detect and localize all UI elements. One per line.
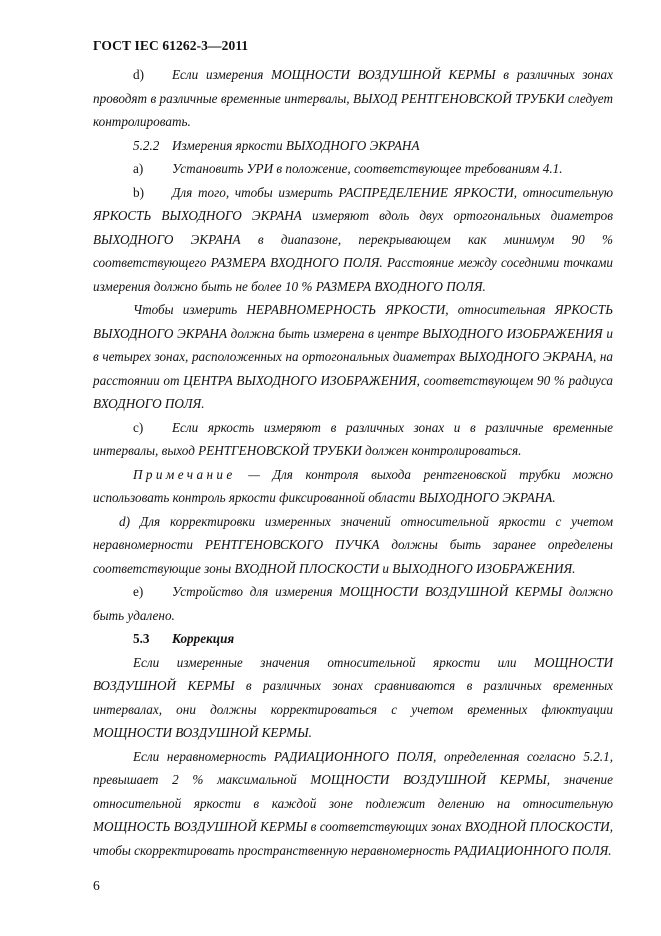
subsection-number: 5.2.2 bbox=[133, 137, 160, 153]
paragraph-text: Установить УРИ в положение, соответствующее требованиям 4.1. bbox=[172, 161, 563, 176]
paragraph-d-correction-zones bbox=[93, 510, 613, 581]
paragraph-text: Если измерения МОЩНОСТИ ВОЗДУШНОЙ КЕРМЫ в различных зонах проводят в различные временные интервалы, ВЫХОД РЕНТГЕНОВСКОЙ ТРУБКИ следует контролировать. bbox=[93, 67, 613, 129]
paragraph-e-remove-device bbox=[93, 580, 613, 627]
paragraph-correction-spatial: Если неравномерность РАДИАЦИОННОГО ПОЛЯ, определенная согласно 5.2.1, превышает 2 % максимальной МОЩНОСТИ ВОЗДУШНОЙ КЕРМЫ, значение относительной яркости в каждой зоне подлежит делению на относительную МОЩНОСТЬ ВОЗДУШНОЙ КЕРМЫ в соответствующих зонах ВХОДНОЙ ПЛОСКОСТИ, чтобы скорректировать пространственную неравномерность РАДИАЦИОННОГО ПОЛЯ. bbox=[93, 748, 613, 858]
paragraph-nonuniformity: Чтобы измерить НЕРАВНОМЕРНОСТЬ ЯРКОСТИ, относительная ЯРКОСТЬ ВЫХОДНОГО ЭКРАНА должна быть измерена в центре ВЫХОДНОГО ИЗОБРАЖЕНИЯ и в четырех зонах, расположенных на ортогональных диаметрах ВЫХОДНОГО ЭКРАНА, на расстоянии от ЦЕНТРА ВЫХОДНОГО ИЗОБРАЖЕНИЯ, соответствующем 90 % радиуса ВХОДНОГО ПОЛЯ. bbox=[93, 302, 613, 411]
list-marker-c: c) bbox=[133, 419, 144, 435]
list-marker-a: a) bbox=[133, 161, 144, 176]
page-number: 6 bbox=[93, 878, 100, 893]
subsection-5-2-2-heading bbox=[93, 134, 613, 158]
paragraph-text: Если яркость измеряют в различных зонах и в различные временные интервалы, выход РЕНТГЕНОВСКОЙ ТРУБКИ должен контролироваться. bbox=[93, 419, 613, 458]
list-marker-e: e) bbox=[133, 584, 144, 599]
list-marker-b: b) bbox=[133, 184, 144, 200]
section-title: Коррекция bbox=[172, 631, 235, 646]
list-marker-d: d) bbox=[119, 513, 130, 529]
paragraph-text: Для того, чтобы измерить РАСПРЕДЕЛЕНИЕ ЯРКОСТИ, относительную ЯРКОСТЬ ВЫХОДНОГО ЭКРАНА измеряют вдоль двух ортогональных диаметров ВЫХОДНОГО ЭКРАНА в диапазоне, перекрывающем как минимум 90 % соответствующего РАЗМЕРА ВХОДНОГО ПОЛЯ. Расстояние между соседними точками измерения должно быть не более 10 % РАЗМЕРА ВХОДНОГО ПОЛЯ. bbox=[93, 184, 613, 294]
section-5-3-heading bbox=[93, 627, 613, 651]
document-body bbox=[93, 63, 613, 862]
note bbox=[93, 463, 613, 510]
paragraph-c-brightness-intervals bbox=[93, 416, 613, 463]
paragraph-correction-temporal: Если измеренные значения относительной яркости или МОЩНОСТИ ВОЗДУШНОЙ КЕРМЫ в различных зонах сравниваются в различных временных интервалах, они должны корректироваться с учетом временных флюктуации МОЩНОСТИ ВОЗДУШНОЙ КЕРМЫ. bbox=[93, 654, 613, 740]
paragraph-text: Для корректировки измеренных значений относительной яркости с учетом неравномерности РЕНТГЕНОВСКОГО ПУЧКА должны быть заранее определены соответствующие зоны ВХОДНОЙ ПЛОСКОСТИ и ВЫХОДНОГО ИЗОБРАЖЕНИЯ. bbox=[93, 513, 614, 576]
paragraph-d-kerma-intervals bbox=[93, 63, 613, 134]
list-marker-d: d) bbox=[133, 67, 144, 82]
paragraph-a-position bbox=[93, 157, 613, 181]
section-number: 5.3 bbox=[133, 631, 150, 646]
paragraph-b-distribution bbox=[93, 181, 613, 299]
subsection-title: Измерения яркости ВЫХОДНОГО ЭКРАНА bbox=[172, 137, 420, 153]
document-header: ГОСТ IEC 61262-3—2011 bbox=[93, 38, 249, 53]
note-label: Примечание bbox=[133, 466, 236, 482]
note-text: — Для контроля выхода рентгеновской трубки можно использовать контроль яркости фиксированной области ВЫХОДНОГО ЭКРАНА. bbox=[93, 466, 614, 505]
paragraph-text: Устройство для измерения МОЩНОСТИ ВОЗДУШНОЙ КЕРМЫ должно быть удалено. bbox=[93, 584, 613, 623]
